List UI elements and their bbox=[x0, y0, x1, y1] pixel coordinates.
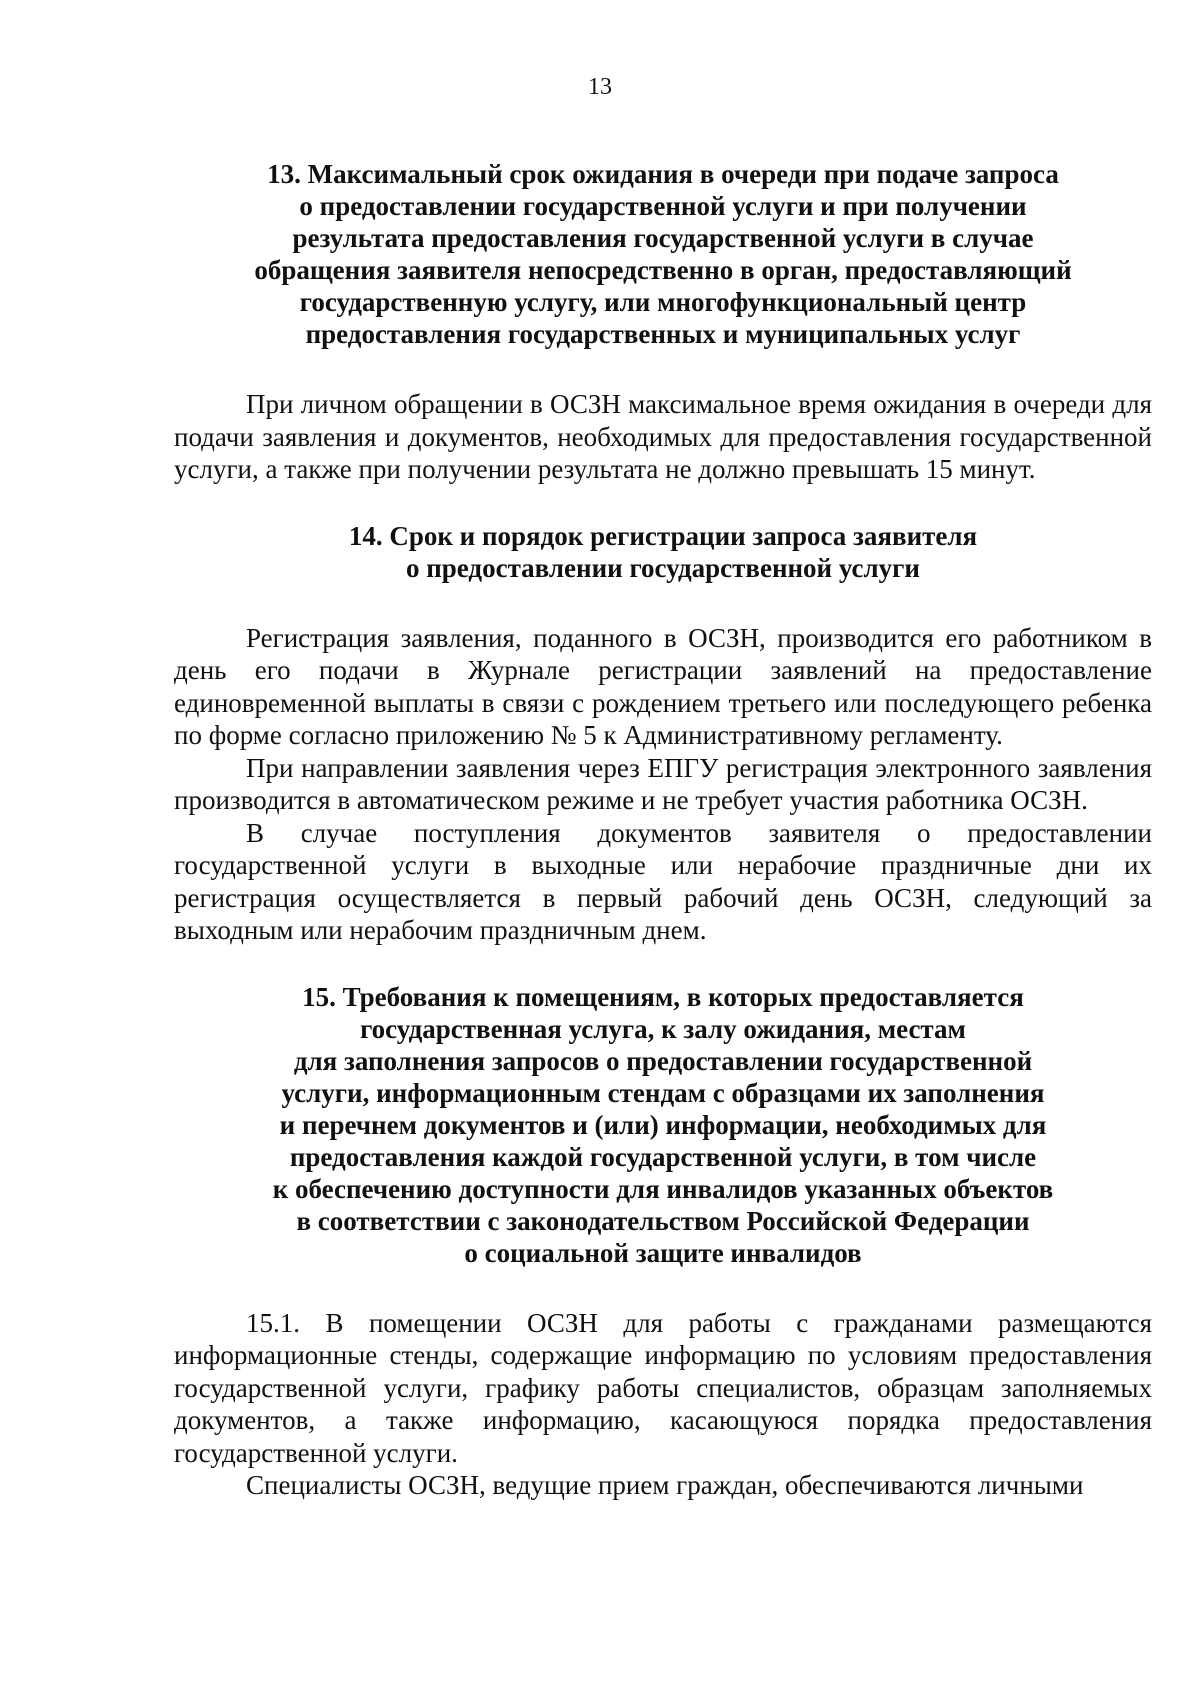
heading-line: услуги, информационным стендам с образцами их заполнения bbox=[281, 1077, 1045, 1108]
heading-line: государственную услугу, или многофункциональный центр bbox=[299, 287, 1027, 317]
heading-line: 13. Максимальный срок ожидания в очереди при подаче запроса bbox=[267, 159, 1059, 189]
section-15-heading bbox=[174, 981, 1152, 1269]
heading-line: о социальной защите инвалидов bbox=[464, 1237, 862, 1268]
page-number: 13 bbox=[588, 74, 612, 100]
heading-line: для заполнения запросов о предоставлении государственной bbox=[293, 1045, 1033, 1076]
section-15-paragraph: Специалисты ОСЗН, ведущие прием граждан, обеспечиваются личными bbox=[246, 1470, 1084, 1500]
section-14-paragraph: В случае поступления документов заявителя о предоставлении государственной услуги в выходные или нерабочие праздничные дни их регистрация осуществляется в первый рабочий день ОСЗН, следующий за выходным или нерабочим праздничным днем. bbox=[174, 817, 1152, 945]
heading-line: о предоставлении государственной услуги bbox=[405, 552, 920, 583]
heading-line: предоставления государственных и муниципальных услуг bbox=[305, 319, 1021, 349]
heading-line: государственная услуга, к залу ожидания, местам bbox=[360, 1013, 966, 1044]
heading-line: обращения заявителя непосредственно в орган, предоставляющий bbox=[254, 255, 1072, 285]
heading-line: результата предоставления государственной услуги в случае bbox=[292, 223, 1034, 253]
heading-line: к обеспечению доступности для инвалидов указанных объектов bbox=[272, 1173, 1054, 1204]
section-13-heading bbox=[174, 158, 1152, 350]
heading-line: предоставления каждой государственной услуги, в том числе bbox=[289, 1141, 1037, 1172]
heading-line: 15. Требования к помещениям, в которых предоставляется bbox=[302, 981, 1024, 1012]
heading-line: в соответствии с законодательством Российской Федерации bbox=[296, 1205, 1030, 1236]
section-14-paragraph: Регистрация заявления, поданного в ОСЗН, производится его работником в день его подачи в Журнале регистрации заявлений на предоставление единовременной выплаты в связи с рождением третьего или последующего ребенка по форме согласно приложению № 5 к Административному регламенту. bbox=[174, 622, 1152, 750]
section-14-paragraph: При направлении заявления через ЕПГУ регистрация электронного заявления производится в автоматическом режиме и не требует участия работника ОСЗН. bbox=[174, 752, 1152, 815]
heading-line: и перечнем документов и (или) информации, необходимых для bbox=[279, 1109, 1047, 1140]
heading-line: 14. Срок и порядок регистрации запроса заявителя bbox=[348, 520, 978, 551]
section-13-paragraph: При личном обращении в ОСЗН максимальное время ожидания в очереди для подачи заявления и документов, необходимых для предоставления государственной услуги, а также при получении результата не должно превышать 15 минут. bbox=[174, 389, 1152, 484]
document-body bbox=[174, 158, 1152, 1502]
heading-line: о предоставлении государственной услуги и при получении bbox=[299, 191, 1027, 221]
section-15-paragraph: 15.1. В помещении ОСЗН для работы с гражданами размещаются информационные стенды, содержащие информацию по условиям предоставления государственной услуги, графику работы специалистов, образцам заполняемых документов, а также информацию, касающуюся порядка предоставления государственной услуги. bbox=[174, 1307, 1152, 1468]
section-14-heading bbox=[174, 520, 1152, 584]
